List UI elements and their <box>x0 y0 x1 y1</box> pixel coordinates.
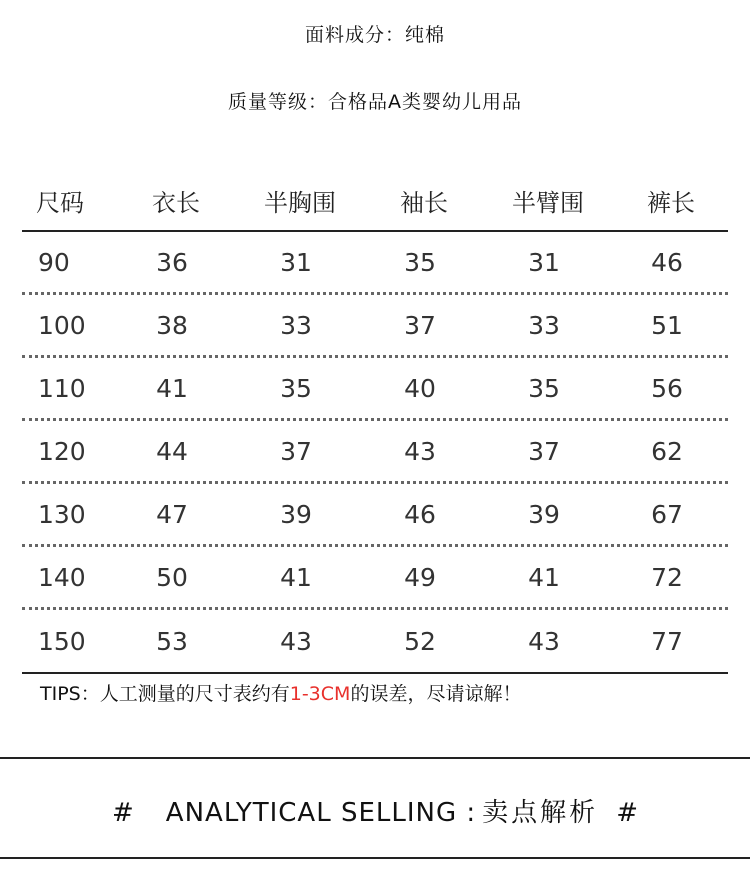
table-cell: 140 <box>38 562 86 592</box>
table-cell: 35 <box>280 373 312 403</box>
table-cell: 130 <box>38 499 86 529</box>
table-cell: 31 <box>528 247 560 277</box>
hash-left: # <box>112 798 134 828</box>
table-cell: 38 <box>156 310 188 340</box>
header-size: 尺码 <box>36 188 84 217</box>
table-cell: 53 <box>156 626 188 656</box>
table-cell: 33 <box>280 310 312 340</box>
table-cell: 36 <box>156 247 188 277</box>
table-row <box>22 295 728 358</box>
table-cell: 37 <box>404 310 436 340</box>
table-cell: 43 <box>280 626 312 656</box>
tips-highlight: 1-3CM <box>289 683 351 705</box>
header-pants-length: 裤长 <box>647 188 695 217</box>
table-row <box>22 358 728 421</box>
table-cell: 150 <box>38 626 86 656</box>
table-row <box>22 610 728 674</box>
table-cell: 39 <box>280 499 312 529</box>
table-row <box>22 421 728 484</box>
header-length: 衣长 <box>152 188 200 217</box>
section-banner <box>0 792 750 829</box>
table-cell: 62 <box>651 436 683 466</box>
table-cell: 31 <box>280 247 312 277</box>
table-cell: 46 <box>404 499 436 529</box>
divider-top <box>0 757 750 759</box>
header-half-arm: 半臂围 <box>512 188 584 217</box>
table-cell: 35 <box>528 373 560 403</box>
table-cell: 41 <box>280 562 312 592</box>
table-body <box>22 232 728 674</box>
table-header <box>22 170 728 232</box>
table-cell: 33 <box>528 310 560 340</box>
table-cell: 51 <box>651 310 683 340</box>
table-row <box>22 484 728 547</box>
tips-note <box>40 679 521 706</box>
table-cell: 50 <box>156 562 188 592</box>
table-cell: 40 <box>404 373 436 403</box>
hash-right: # <box>616 798 638 828</box>
tips-suffix: 的误差，尽请谅解！ <box>350 683 522 705</box>
table-cell: 37 <box>280 436 312 466</box>
table-cell: 67 <box>651 499 683 529</box>
table-cell: 41 <box>156 373 188 403</box>
table-cell: 49 <box>404 562 436 592</box>
table-row <box>22 232 728 295</box>
quality-grade: 质量等级：合格品A类婴幼儿用品 <box>228 91 522 113</box>
table-cell: 72 <box>651 562 683 592</box>
table-cell: 77 <box>651 626 683 656</box>
divider-bottom <box>0 857 750 859</box>
material-composition: 面料成分：纯棉 <box>304 24 445 46</box>
table-cell: 43 <box>528 626 560 656</box>
table-cell: 100 <box>38 310 86 340</box>
table-row <box>22 547 728 610</box>
table-cell: 52 <box>404 626 436 656</box>
table-cell: 43 <box>404 436 436 466</box>
size-table <box>22 170 728 674</box>
table-cell: 90 <box>38 247 70 277</box>
table-cell: 39 <box>528 499 560 529</box>
table-cell: 120 <box>38 436 86 466</box>
table-cell: 110 <box>38 373 86 403</box>
banner-chinese: 卖点解析 <box>482 798 599 828</box>
tips-prefix: TIPS：人工测量的尺寸表约有 <box>40 683 290 705</box>
table-cell: 47 <box>156 499 188 529</box>
table-cell: 46 <box>651 247 683 277</box>
table-cell: 41 <box>528 562 560 592</box>
table-cell: 37 <box>528 436 560 466</box>
banner-english: ANALYTICAL SELLING : <box>165 798 477 828</box>
header-half-chest: 半胸围 <box>264 188 336 217</box>
table-cell: 56 <box>651 373 683 403</box>
header-sleeve: 袖长 <box>400 188 448 217</box>
table-cell: 44 <box>156 436 188 466</box>
table-cell: 35 <box>404 247 436 277</box>
